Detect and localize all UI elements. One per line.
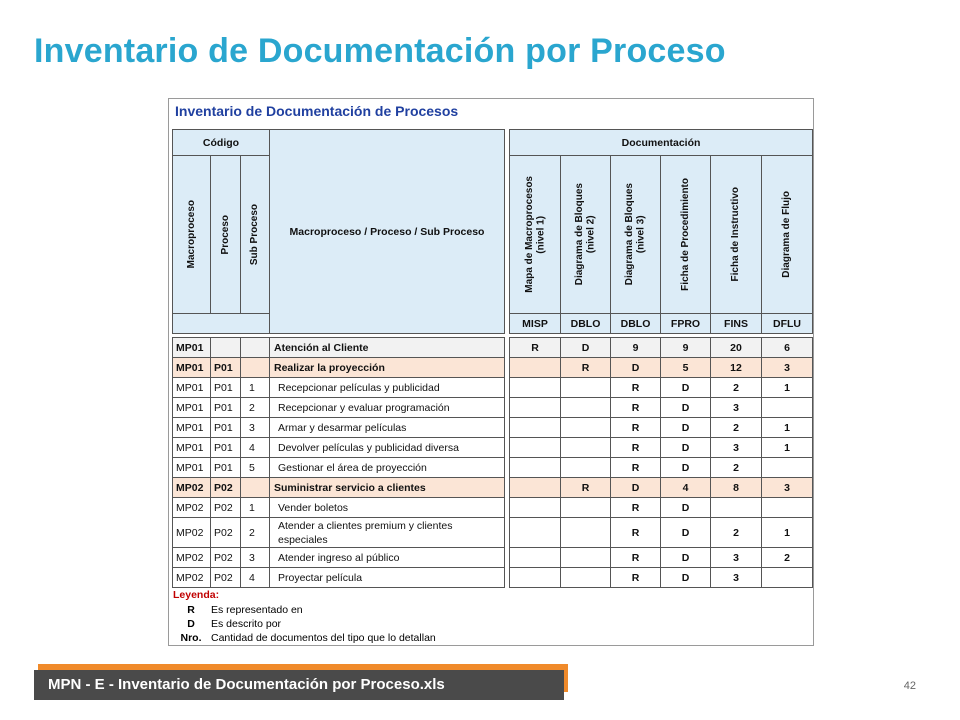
doc-count-cell: 3 <box>762 478 813 498</box>
doc-count-cell: 5 <box>661 358 711 378</box>
slide-title: Inventario de Documentación por Proceso <box>34 32 726 70</box>
doc-column-header: Ficha de Procedimiento <box>661 156 711 314</box>
process-name: Recepcionar películas y publicidad <box>270 378 505 398</box>
documentation-table <box>509 129 813 588</box>
doc-column-header: Diagrama de Flujo <box>762 156 813 314</box>
spreadsheet-image <box>168 98 814 646</box>
proceso-code <box>211 338 241 358</box>
doc-column-code: DBLO <box>561 314 611 334</box>
doc-column-code: DFLU <box>762 314 813 334</box>
table-row <box>173 358 505 378</box>
doc-count-cell <box>510 478 561 498</box>
doc-count-cell <box>561 498 611 518</box>
process-name: Realizar la proyección <box>270 358 505 378</box>
sheet-title: Inventario de Documentación de Procesos <box>175 103 459 119</box>
doc-count-cell: 1 <box>762 378 813 398</box>
sub-proceso-header: Sub Proceso <box>241 156 270 314</box>
doc-count-cell <box>510 398 561 418</box>
table-row <box>510 568 813 588</box>
doc-count-cell <box>510 548 561 568</box>
doc-count-cell: 2 <box>711 378 762 398</box>
table-row <box>510 478 813 498</box>
proceso-header: Proceso <box>211 156 241 314</box>
doc-count-cell: D <box>611 358 661 378</box>
legend-description: Cantidad de documentos del tipo que lo detallan <box>211 632 436 644</box>
proceso-code: P02 <box>211 518 241 548</box>
proceso-code: P01 <box>211 358 241 378</box>
sub-proceso-code <box>241 358 270 378</box>
legend-title: Leyenda: <box>173 589 220 601</box>
doc-count-cell <box>561 418 611 438</box>
macroproceso-code: MP02 <box>173 548 211 568</box>
documentacion-header: Documentación <box>510 130 813 156</box>
doc-count-cell: D <box>661 548 711 568</box>
doc-count-cell: 1 <box>762 418 813 438</box>
doc-count-cell: 3 <box>711 398 762 418</box>
process-name: Recepcionar y evaluar programación <box>270 398 505 418</box>
process-name: Suministrar servicio a clientes <box>270 478 505 498</box>
table-row <box>173 338 505 358</box>
doc-count-cell: 3 <box>711 568 762 588</box>
table-row <box>173 498 505 518</box>
table-row <box>173 568 505 588</box>
proceso-code: P01 <box>211 378 241 398</box>
doc-count-cell: R <box>611 398 661 418</box>
legend-description: Es representado en <box>211 604 303 616</box>
macroproceso-code: MP01 <box>173 338 211 358</box>
macroproceso-header: Macroproceso <box>173 156 211 314</box>
doc-count-cell: 3 <box>762 358 813 378</box>
doc-count-cell <box>561 378 611 398</box>
table-row <box>173 548 505 568</box>
table-row <box>510 338 813 358</box>
doc-column-code: FINS <box>711 314 762 334</box>
doc-count-cell: 2 <box>711 418 762 438</box>
doc-count-cell <box>510 498 561 518</box>
table-row <box>173 438 505 458</box>
doc-count-cell: R <box>611 378 661 398</box>
doc-count-cell <box>561 398 611 418</box>
codes-table <box>172 129 505 588</box>
macroproceso-code: MP02 <box>173 498 211 518</box>
table-row <box>510 498 813 518</box>
doc-count-cell <box>762 498 813 518</box>
table-row <box>510 518 813 548</box>
table-row <box>510 438 813 458</box>
macroproceso-code: MP01 <box>173 398 211 418</box>
table-row <box>173 478 505 498</box>
proceso-code: P01 <box>211 458 241 478</box>
proceso-code: P01 <box>211 418 241 438</box>
doc-count-cell <box>510 518 561 548</box>
doc-count-cell: 8 <box>711 478 762 498</box>
legend-item <box>173 617 436 631</box>
sub-proceso-code: 2 <box>241 398 270 418</box>
doc-count-cell: D <box>661 518 711 548</box>
sub-proceso-code <box>241 478 270 498</box>
doc-count-cell: D <box>661 458 711 478</box>
macroproceso-code: MP01 <box>173 378 211 398</box>
doc-count-cell <box>510 438 561 458</box>
process-name: Devolver películas y publicidad diversa <box>270 438 505 458</box>
codigo-header: Código <box>173 130 270 156</box>
doc-count-cell <box>711 498 762 518</box>
doc-count-cell: 2 <box>762 548 813 568</box>
process-name: Gestionar el área de proyección <box>270 458 505 478</box>
footer-filename: MPN - E - Inventario de Documentación por Proceso.xls <box>34 670 564 700</box>
doc-count-cell <box>762 458 813 478</box>
legend-key: R <box>187 604 195 616</box>
doc-count-cell: R <box>611 568 661 588</box>
proceso-code: P01 <box>211 398 241 418</box>
legend-item <box>173 631 436 645</box>
doc-count-cell <box>510 418 561 438</box>
doc-count-cell <box>561 548 611 568</box>
doc-column-header: Diagrama de Bloques (nivel 3) <box>611 156 661 314</box>
table-row <box>510 398 813 418</box>
doc-count-cell: R <box>611 458 661 478</box>
table-row <box>173 518 505 548</box>
sub-proceso-code: 3 <box>241 418 270 438</box>
doc-count-cell: R <box>561 478 611 498</box>
legend-description: Es descrito por <box>211 618 282 630</box>
table-row <box>173 398 505 418</box>
process-name: Vender boletos <box>270 498 505 518</box>
sub-proceso-code: 5 <box>241 458 270 478</box>
doc-count-cell: R <box>510 338 561 358</box>
doc-count-cell: D <box>661 398 711 418</box>
legend-key: D <box>187 618 195 630</box>
table-row <box>510 358 813 378</box>
doc-count-cell: R <box>611 548 661 568</box>
proceso-code: P01 <box>211 438 241 458</box>
doc-count-cell <box>561 518 611 548</box>
sub-proceso-code <box>241 338 270 358</box>
doc-count-cell: 3 <box>711 548 762 568</box>
sub-proceso-code: 3 <box>241 548 270 568</box>
doc-count-cell <box>762 398 813 418</box>
doc-count-cell: 2 <box>711 518 762 548</box>
doc-count-cell: R <box>611 518 661 548</box>
doc-count-cell: R <box>611 418 661 438</box>
legend-key: Nro. <box>180 632 202 644</box>
macroproceso-code: MP01 <box>173 438 211 458</box>
doc-count-cell: D <box>661 378 711 398</box>
macroproceso-code: MP01 <box>173 358 211 378</box>
macroproceso-code: MP01 <box>173 418 211 438</box>
process-name: Atender ingreso al público <box>270 548 505 568</box>
doc-count-cell: D <box>561 338 611 358</box>
doc-count-cell: 9 <box>611 338 661 358</box>
doc-count-cell <box>561 568 611 588</box>
process-name: Atención al Cliente <box>270 338 505 358</box>
proceso-code: P02 <box>211 548 241 568</box>
macroproceso-code: MP02 <box>173 568 211 588</box>
proceso-code: P02 <box>211 498 241 518</box>
doc-count-cell: 20 <box>711 338 762 358</box>
doc-column-code: DBLO <box>611 314 661 334</box>
doc-count-cell <box>510 358 561 378</box>
doc-count-cell: 9 <box>661 338 711 358</box>
table-row <box>510 458 813 478</box>
sub-proceso-code: 2 <box>241 518 270 548</box>
doc-count-cell <box>561 458 611 478</box>
doc-count-cell: D <box>661 418 711 438</box>
doc-count-cell: D <box>611 478 661 498</box>
doc-count-cell: 4 <box>661 478 711 498</box>
sub-proceso-code: 4 <box>241 568 270 588</box>
macroproceso-code: MP02 <box>173 518 211 548</box>
doc-count-cell: D <box>661 438 711 458</box>
doc-count-cell: D <box>661 568 711 588</box>
doc-count-cell: R <box>611 438 661 458</box>
doc-count-cell <box>510 458 561 478</box>
table-row <box>173 418 505 438</box>
process-name: Armar y desarmar películas <box>270 418 505 438</box>
process-name: Atender a clientes premium y clientes especiales <box>270 518 505 548</box>
table-row <box>510 418 813 438</box>
doc-count-cell <box>762 568 813 588</box>
doc-count-cell: 12 <box>711 358 762 378</box>
name-column-header: Macroproceso / Proceso / Sub Proceso <box>270 130 505 334</box>
sub-proceso-code: 1 <box>241 378 270 398</box>
macroproceso-code: MP01 <box>173 458 211 478</box>
doc-count-cell <box>510 568 561 588</box>
doc-count-cell: 2 <box>711 458 762 478</box>
doc-count-cell: R <box>561 358 611 378</box>
doc-count-cell <box>510 378 561 398</box>
table-row <box>510 378 813 398</box>
legend <box>173 589 436 645</box>
table-row <box>173 458 505 478</box>
table-row <box>510 548 813 568</box>
proceso-code: P02 <box>211 568 241 588</box>
legend-item <box>173 603 436 617</box>
doc-count-cell: 1 <box>762 438 813 458</box>
proceso-code: P02 <box>211 478 241 498</box>
sub-proceso-code: 4 <box>241 438 270 458</box>
macroproceso-code: MP02 <box>173 478 211 498</box>
doc-column-code: MISP <box>510 314 561 334</box>
doc-count-cell: 1 <box>762 518 813 548</box>
process-name: Proyectar película <box>270 568 505 588</box>
doc-count-cell: R <box>611 498 661 518</box>
doc-column-header: Mapa de Macroprocesos (nivel 1) <box>510 156 561 314</box>
doc-count-cell <box>561 438 611 458</box>
table-row <box>173 378 505 398</box>
doc-count-cell: D <box>661 498 711 518</box>
sub-proceso-code: 1 <box>241 498 270 518</box>
doc-column-code: FPRO <box>661 314 711 334</box>
page-number: 42 <box>903 680 916 692</box>
doc-column-header: Ficha de Instructivo <box>711 156 762 314</box>
doc-count-cell: 6 <box>762 338 813 358</box>
doc-count-cell: 3 <box>711 438 762 458</box>
doc-column-header: Diagrama de Bloques (nivel 2) <box>561 156 611 314</box>
